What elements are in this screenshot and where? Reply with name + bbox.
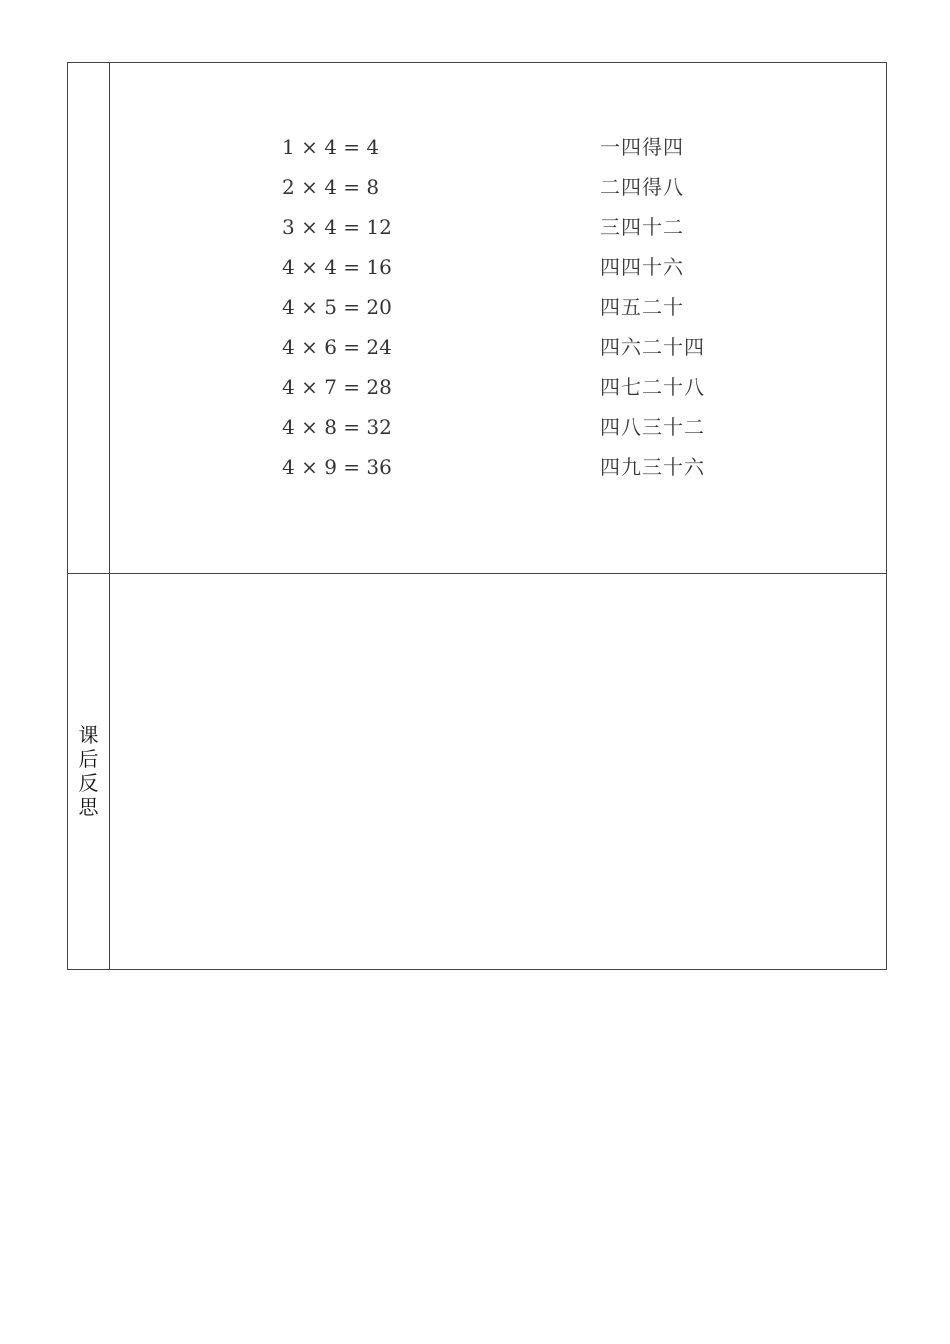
reflection-row [68,573,887,969]
rhyme-text: 四七二十八 [600,375,705,399]
rhyme-text: 四五二十 [600,295,684,319]
rhyme-text: 四八三十二 [600,415,705,439]
multiplication-row [282,253,742,293]
multiplication-row [282,413,742,453]
equation-text: 4 × 4 = 16 [282,255,392,279]
equation-text: 4 × 7 = 28 [282,375,392,399]
reflection-label-char: 反 [78,771,99,796]
reflection-label-char: 后 [78,747,99,772]
rhyme-text: 三四十二 [600,215,684,239]
reflection-label [68,723,109,819]
board-design-row [68,63,887,574]
multiplication-row [282,213,742,253]
equation-text: 4 × 8 = 32 [282,415,392,439]
equation-text: 1 × 4 = 4 [282,135,380,159]
multiplication-row [282,333,742,373]
reflection-label-cell [68,573,110,969]
lesson-plan-table [67,62,887,970]
multiplication-row [282,173,742,213]
multiplication-row [282,133,742,173]
rhyme-text: 四六二十四 [600,335,705,359]
equation-text: 2 × 4 = 8 [282,175,380,199]
equation-text: 3 × 4 = 12 [282,215,392,239]
multiplication-row [282,373,742,413]
board-design-label-cell [68,63,110,574]
multiplication-table [282,133,742,493]
reflection-label-char: 课 [78,723,99,748]
rhyme-text: 二四得八 [600,175,684,199]
multiplication-row [282,293,742,333]
equation-text: 4 × 5 = 20 [282,295,392,319]
rhyme-text: 四九三十六 [600,455,705,479]
reflection-label-char: 思 [78,795,99,820]
equation-text: 4 × 6 = 24 [282,335,392,359]
board-design-content-cell [110,63,887,574]
multiplication-row [282,453,742,493]
rhyme-text: 一四得四 [600,135,684,159]
reflection-content-cell[interactable] [110,573,887,969]
rhyme-text: 四四十六 [600,255,684,279]
equation-text: 4 × 9 = 36 [282,455,392,479]
